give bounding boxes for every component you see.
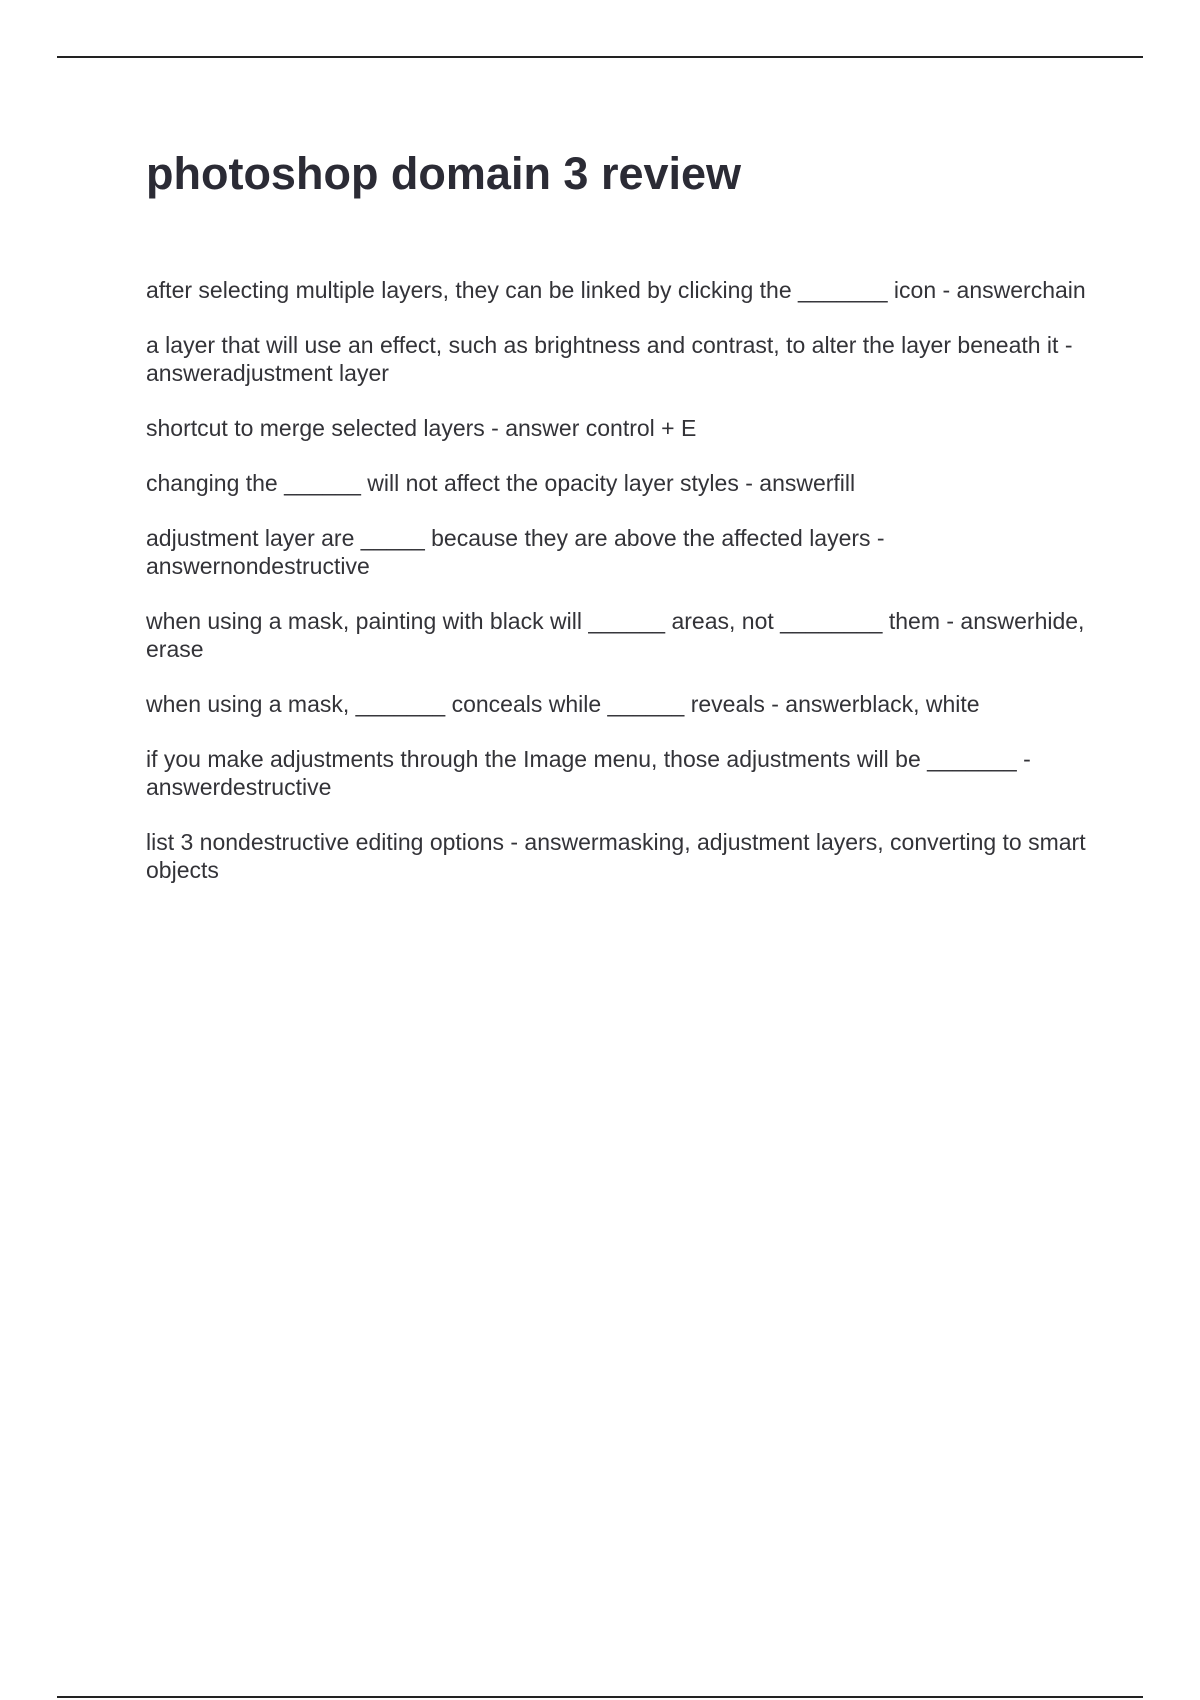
qa-list [146,276,1096,884]
qa-item: when using a mask, _______ conceals while ______ reveals - answerblack, white [146,691,980,717]
qa-item: adjustment layer are _____ because they are above the affected layers - answernondestructive [146,525,891,579]
qa-item: if you make adjustments through the Image menu, those adjustments will be _______ - answerdestructive [146,746,1038,800]
document-body [146,138,1096,911]
qa-item: shortcut to merge selected layers - answer control + E [146,415,697,441]
document-title: photoshop domain 3 review [146,148,742,199]
qa-item: changing the ______ will not affect the opacity layer styles - answerfill [146,470,856,496]
qa-item: after selecting multiple layers, they can be linked by clicking the _______ icon - answerchain [146,277,1086,303]
qa-item: a layer that will use an effect, such as brightness and contrast, to alter the layer beneath it - answeradjustment layer [146,332,1079,386]
bottom-divider [57,1696,1143,1698]
top-divider [57,56,1143,58]
qa-item: list 3 nondestructive editing options - answermasking, adjustment layers, converting to smart objects [146,829,1092,883]
qa-item: when using a mask, painting with black will ______ areas, not ________ them - answerhide, erase [146,608,1091,662]
